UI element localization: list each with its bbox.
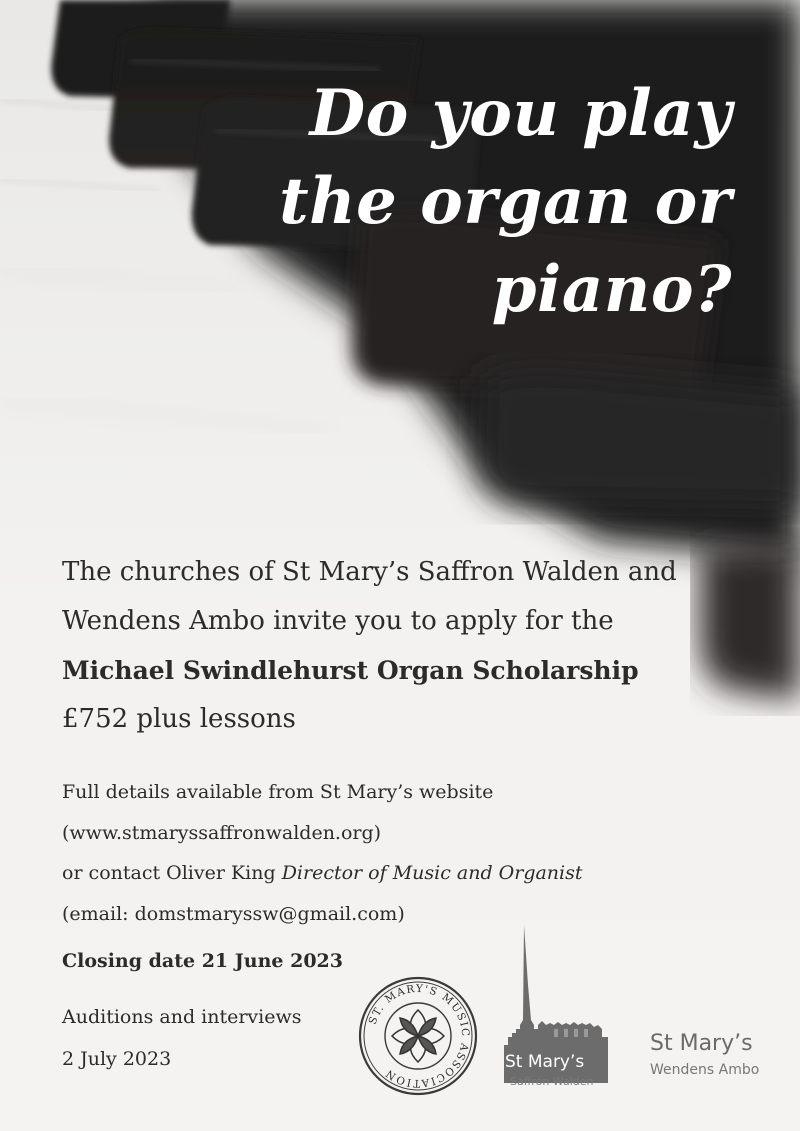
intro-line-1: The churches of St Mary’s Saffron Walden and	[62, 557, 677, 587]
saffron-walden-logo-title: St Mary’s	[505, 1052, 585, 1072]
contact-line	[62, 853, 762, 894]
svg-text:ST. MARY'S MUSIC ASSOCIATION: ST. MARY'S MUSIC ASSOCIATION	[366, 982, 472, 1090]
contact-prefix: or contact Oliver King	[62, 862, 282, 884]
scholarship-amount: £752 plus lessons	[62, 704, 296, 734]
headline-line-1: Do you play	[309, 76, 732, 151]
intro-text	[62, 548, 762, 744]
auditions-date: 2 July 2023	[62, 1048, 172, 1070]
intro-line-2: Wendens Ambo invite you to apply for the	[62, 606, 614, 636]
wendens-ambo-logo-subtitle: Wendens Ambo	[650, 1062, 760, 1078]
headline-line-3: piano?	[491, 252, 732, 327]
music-association-seal-logo	[357, 975, 479, 1097]
auditions-line-1: Auditions and interviews	[62, 1006, 302, 1028]
email-link[interactable]: (email: domstmaryssw@gmail.com)	[62, 902, 405, 925]
headline	[212, 70, 732, 334]
details-line-1: Full details available from St Mary’s website	[62, 781, 494, 803]
website-link[interactable]: (www.stmaryssaffronwalden.org)	[62, 821, 382, 844]
wendens-ambo-logo-title: St Mary’s	[650, 1031, 753, 1056]
closing-date: Closing date 21 June 2023	[62, 950, 343, 972]
scholarship-name: Michael Swindlehurst Organ Scholarship	[62, 656, 639, 685]
details-text	[62, 772, 762, 934]
headline-line-2: the organ or	[279, 164, 732, 239]
auditions-info	[62, 996, 302, 1080]
saffron-walden-logo-subtitle: Saffron Walden	[510, 1075, 594, 1088]
contact-role: Director of Music and Organist	[281, 862, 583, 884]
